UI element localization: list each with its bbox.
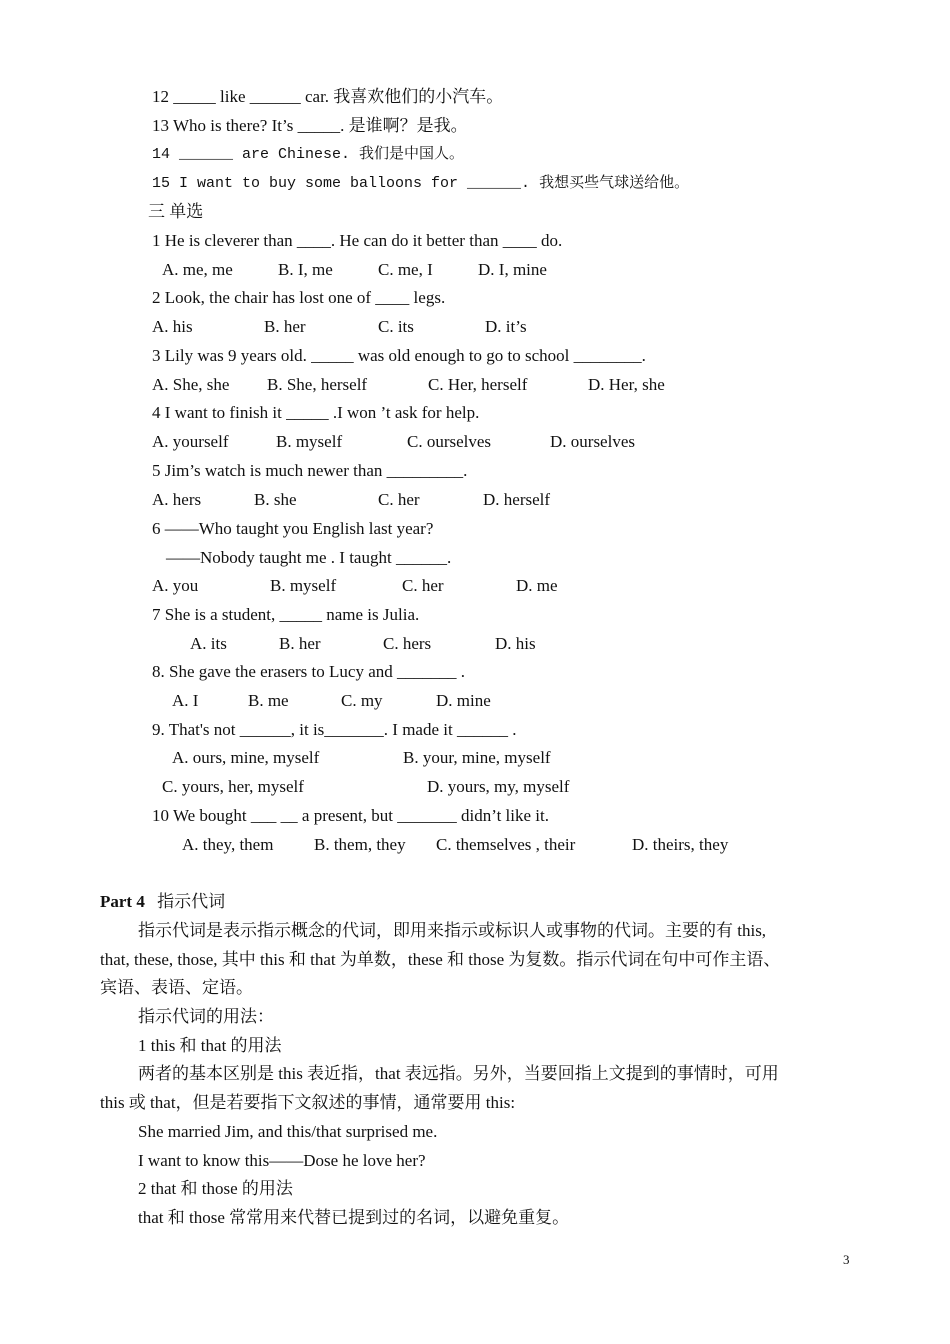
part4-subheading-that-those: 2 that 和 those 的用法 xyxy=(138,1179,293,1198)
section-title-single-choice: 三 单选 xyxy=(148,202,204,221)
fill-item-12: 12 _____ like ______ car. 我喜欢他们的小汽车。 xyxy=(152,87,504,106)
part4-title: 指示代词 xyxy=(157,892,226,911)
part4-heading xyxy=(100,891,225,913)
part4-paragraph3: that 和 those 常常用来代替已提到过的名词，以避免重复。 xyxy=(138,1208,570,1227)
question-6-option-c: C. her xyxy=(402,576,444,595)
question-4-option-b: B. myself xyxy=(276,432,343,451)
part4-paragraph2-line1: 两者的基本区别是 this 表近指，that 表远指。另外，当要回指上文提到的事情时，可用 xyxy=(138,1064,779,1083)
question-10-option-b: B. them, they xyxy=(314,835,406,854)
question-8-option-d: D. mine xyxy=(436,691,491,710)
part4-usage-heading: 指示代词的用法： xyxy=(138,1007,274,1026)
question-5-stem: 5 Jim’s watch is much newer than _________. xyxy=(152,461,468,480)
question-1-stem: 1 He is cleverer than ____. He can do it better than ____ do. xyxy=(152,231,563,250)
question-8-option-b: B. me xyxy=(248,691,289,710)
question-4-stem: 4 I want to finish it _____ .I won ’t ask for help. xyxy=(152,403,480,422)
part4-paragraph1-line1: 指示代词是表示指示概念的代词，即用来指示或标识人或事物的代词。主要的有 this, xyxy=(138,921,767,940)
question-1-option-a: A. me, me xyxy=(162,260,233,279)
question-7-option-d: D. his xyxy=(495,634,536,653)
question-2-option-c: C. its xyxy=(378,317,414,336)
part4-paragraph1-line3: 宾语、表语、定语。 xyxy=(100,978,253,997)
part4-paragraph2-line2: this 或 that，但是若要指下文叙述的事情，通常要用 this: xyxy=(100,1093,516,1112)
question-6-option-b: B. myself xyxy=(270,576,337,595)
page-number: 3 xyxy=(843,1252,850,1267)
question-2-option-a: A. his xyxy=(152,317,193,336)
question-7-stem: 7 She is a student, _____ name is Julia. xyxy=(152,605,420,624)
question-1-option-c: C. me, I xyxy=(378,260,433,279)
question-8-option-a: A. I xyxy=(172,691,199,710)
part4-label: Part 4 xyxy=(100,892,145,911)
question-3-stem: 3 Lily was 9 years old. _____ was old enough to go to school ________. xyxy=(152,346,646,365)
question-1-option-b: B. I, me xyxy=(278,260,333,279)
question-10-option-d: D. theirs, they xyxy=(632,835,729,854)
question-9-option-a: A. ours, mine, myself xyxy=(172,748,320,767)
question-3-option-b: B. She, herself xyxy=(267,375,368,394)
question-7-option-a: A. its xyxy=(190,634,227,653)
question-8-option-c: C. my xyxy=(341,691,383,710)
part4-paragraph1-line2: that, these, those, 其中 this 和 that 为单数，these 和 those 为复数。指示代词在句中可作主语、 xyxy=(100,950,781,969)
question-2-option-d: D. it’s xyxy=(485,317,527,336)
question-4-option-c: C. ourselves xyxy=(407,432,492,451)
question-3-option-c: C. Her, herself xyxy=(428,375,528,394)
question-1-option-d: D. I, mine xyxy=(478,260,547,279)
part4-example-2: I want to know this——Dose he love her? xyxy=(138,1151,426,1170)
fill-item-13: 13 Who is there? It’s _____. 是谁啊？是我。 xyxy=(152,116,468,135)
question-10-option-c: C. themselves , their xyxy=(436,835,576,854)
question-10-stem: 10 We bought ___ __ a present, but _______ didn’t like it. xyxy=(152,806,549,825)
question-9-option-c: C. yours, her, myself xyxy=(162,777,304,796)
question-8-stem: 8. She gave the erasers to Lucy and _______ . xyxy=(152,662,465,681)
question-6-option-a: A. you xyxy=(152,576,199,595)
question-6-option-d: D. me xyxy=(516,576,558,595)
question-3-option-a: A. She, she xyxy=(152,375,230,394)
question-9-option-d: D. yours, my, myself xyxy=(427,777,570,796)
question-2-option-b: B. her xyxy=(264,317,306,336)
question-5-option-b: B. she xyxy=(254,490,297,509)
question-2-stem: 2 Look, the chair has lost one of ____ legs. xyxy=(152,288,446,307)
question-6-stem-reply: ——Nobody taught me . I taught ______. xyxy=(166,548,452,567)
question-4-option-d: D. ourselves xyxy=(550,432,635,451)
question-6-stem: 6 ——Who taught you English last year? xyxy=(152,519,434,538)
part4-example-1: She married Jim, and this/that surprised me. xyxy=(138,1122,438,1141)
question-7-option-b: B. her xyxy=(279,634,321,653)
question-3-option-d: D. Her, she xyxy=(588,375,665,394)
question-9-option-b: B. your, mine, myself xyxy=(403,748,551,767)
question-4-option-a: A. yourself xyxy=(152,432,229,451)
question-7-option-c: C. hers xyxy=(383,634,432,653)
question-5-option-c: C. her xyxy=(378,490,420,509)
question-10-option-a: A. they, them xyxy=(182,835,274,854)
fill-item-15: 15 I want to buy some balloons for ______. 我想买些气球送给他。 xyxy=(152,175,690,192)
question-9-stem: 9. That's not ______, it is_______. I made it ______ . xyxy=(152,720,517,739)
part4-subheading-this-that: 1 this 和 that 的用法 xyxy=(138,1036,282,1055)
question-5-option-a: A. hers xyxy=(152,490,202,509)
fill-item-14: 14 ______ are Chinese. 我们是中国人。 xyxy=(152,146,465,163)
question-5-option-d: D. herself xyxy=(483,490,551,509)
